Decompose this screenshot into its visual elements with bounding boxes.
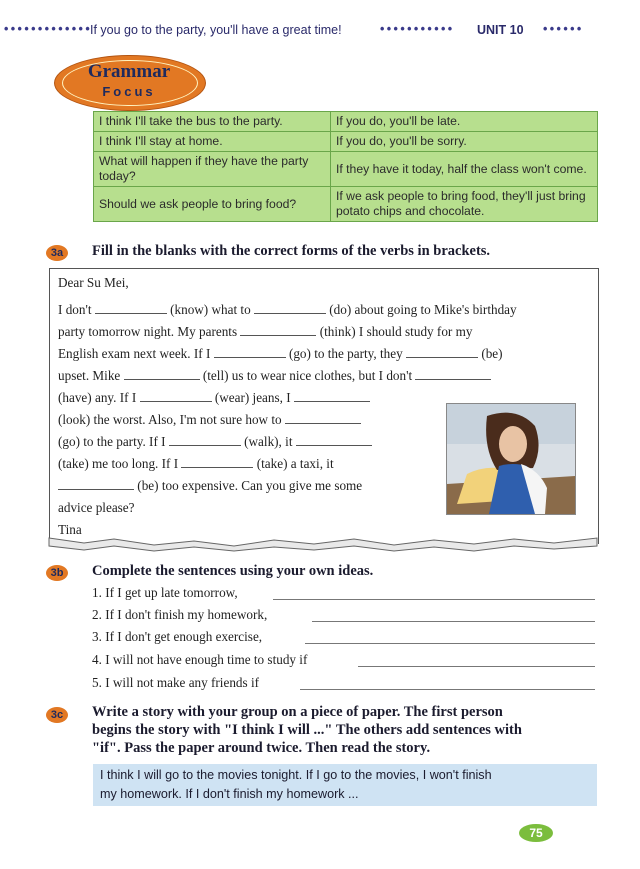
letter-line [58,368,491,384]
story-text: I think I will go to the movies tonight. If I go to the movies, I won't finish [100,768,492,782]
letter-text: (take) me too long. If I [58,456,179,471]
answer-blank[interactable] [169,444,241,446]
table-cell: If you do, you'll be sorry. [331,132,598,152]
answer-blank[interactable] [214,356,286,358]
answer-blank[interactable] [181,466,253,468]
letter-greeting: Dear Su Mei, [58,275,129,290]
header-title: If you go to the party, you'll have a great time! [90,23,342,37]
table-cell: If they have it today, half the class won't come. [331,152,598,187]
letter-signature: Tina [58,522,82,537]
sentence-item: 1. If I get up late tomorrow, [92,585,238,600]
letter-text: (tell) us to wear nice clothes, but I don't [202,368,413,383]
answer-blank[interactable] [240,334,316,336]
letter-text: party tomorrow night. My parents [58,324,238,339]
letter-line [58,346,503,362]
story-text: my homework. If I don't finish my homework ... [100,787,359,801]
grammar-table [93,111,598,222]
letter-text: (go) to the party. If I [58,434,166,449]
answer-blank[interactable] [406,356,478,358]
letter-line [58,412,361,428]
letter-line [58,390,370,406]
answer-blank[interactable] [95,312,167,314]
letter-text: I don't [58,302,92,317]
sentence-item: 3. If I don't get enough exercise, [92,629,263,644]
letter-text: (do) about going to Mike's birthday [329,302,517,317]
letter-text: (know) what to [170,302,251,317]
letter-line [58,302,517,318]
letter-text: (look) the worst. Also, I'm not sure how to [58,412,282,427]
letter-text: (be) [481,346,503,361]
table-row [94,132,598,152]
answer-blank[interactable] [124,378,200,380]
task-3c-instruction: Write a story with your group on a piece of paper. The first person [92,704,503,720]
task-3c-instruction: begins the story with "I think I will ..." The others add sentences with [92,722,522,738]
sentence-item: 4. I will not have enough time to study if [92,652,308,667]
sentence-item: 2. If I don't finish my homework, [92,607,268,622]
task-3b-marker: 3b [46,565,68,581]
letter-text: (wear) jeans, I [214,390,291,405]
letter-text: (walk), it [244,434,293,449]
girl-studying-photo [446,403,576,515]
letter-line [58,478,362,494]
table-cell: I think I'll take the bus to the party. [94,112,331,132]
answer-line[interactable] [273,599,595,600]
task-3b-instruction: Complete the sentences using your own ideas. [92,563,374,579]
answer-blank[interactable] [296,444,372,446]
header-dots-mid: ••••••••••• [380,22,455,36]
badge-subtitle: Focus [102,84,156,99]
table-row [94,152,598,187]
letter-text: English exam next week. If I [58,346,211,361]
answer-blank[interactable] [140,400,212,402]
answer-line[interactable] [300,689,595,690]
badge-title: Grammar [87,61,171,82]
letter-line [58,456,334,472]
unit-label: UNIT 10 [477,23,524,37]
table-cell: I think I'll stay at home. [94,132,331,152]
answer-line[interactable] [305,643,595,644]
letter-text: upset. Mike [58,368,121,383]
answer-blank[interactable] [285,422,361,424]
letter-text: (be) too expensive. Can you give me some [137,478,363,493]
table-row [94,187,598,222]
table-row [94,112,598,132]
answer-blank[interactable] [294,400,370,402]
task-3c-instruction: "if". Pass the paper around twice. Then read the story. [92,740,431,756]
page-header [0,22,640,42]
letter-text: (have) any. If I [58,390,137,405]
letter-text: (take) a taxi, it [256,456,334,471]
letter-line [58,324,472,340]
letter-line [58,434,372,450]
letter-text: (think) I should study for my [319,324,473,339]
table-cell: If you do, you'll be late. [331,112,598,132]
task-3a-marker: 3a [46,245,68,261]
letter-text: (go) to the party, they [288,346,403,361]
task-3a-instruction: Fill in the blanks with the correct forms of the verbs in brackets. [92,243,491,259]
torn-paper-edge [44,534,604,554]
answer-line[interactable] [312,621,595,622]
letter-line: advice please? [58,500,135,515]
answer-line[interactable] [358,666,595,667]
answer-blank[interactable] [415,378,491,380]
task-3c-marker: 3c [46,707,68,723]
header-dots-left: ••••••••••••• [4,22,93,36]
sentence-item: 5. I will not make any friends if [92,675,260,690]
table-cell: What will happen if they have the party today? [94,152,331,187]
table-cell: Should we ask people to bring food? [94,187,331,222]
table-cell: If we ask people to bring food, they'll just bring potato chips and chocolate. [331,187,598,222]
answer-blank[interactable] [58,488,134,490]
header-dots-right: •••••• [543,22,584,36]
answer-blank[interactable] [254,312,326,314]
page-number: 75 [519,824,553,842]
